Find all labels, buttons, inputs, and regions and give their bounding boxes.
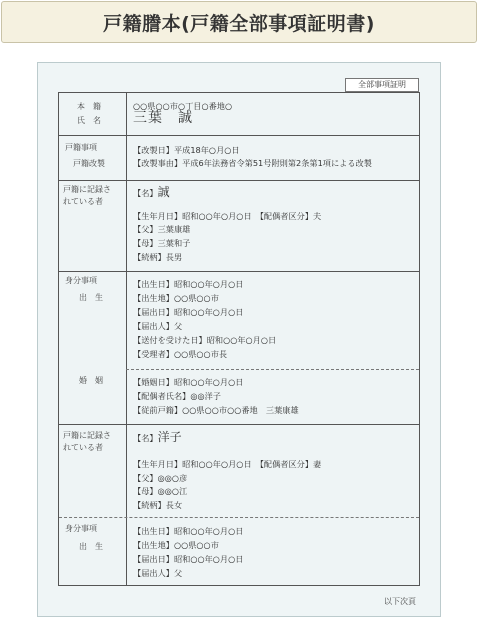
koseki-kaisei-label: 戸籍改製 bbox=[73, 159, 105, 168]
page-title: 戸籍謄本(戸籍全部事項証明書) bbox=[103, 12, 375, 35]
row-divider bbox=[59, 271, 419, 272]
person1-mother: 【母】三葉和子 bbox=[133, 238, 191, 248]
person1-birth: 【生年月日】昭和○○年○月○日 【配偶者区分】夫 bbox=[133, 211, 322, 221]
person2-birth: 【生年月日】昭和○○年○月○日 【配偶者区分】妻 bbox=[133, 459, 322, 469]
person2-father: 【父】◎◎○彦 bbox=[133, 473, 188, 483]
recorded-person-label: 戸籍に記録さ bbox=[63, 185, 111, 194]
person1-father: 【父】三葉康雄 bbox=[133, 224, 191, 234]
person1-birth-line: 【出生日】昭和○○年○月○日 bbox=[133, 279, 244, 289]
person1-birth-line: 【送付を受けた日】昭和○○年○月○日 bbox=[133, 335, 277, 345]
recorded-person-label-2: れている者 bbox=[63, 443, 103, 452]
dashed-divider bbox=[59, 517, 419, 518]
konin-label: 婚 姻 bbox=[79, 376, 103, 385]
register-table bbox=[58, 92, 420, 586]
mibun-jiko-label: 身分事項 bbox=[65, 276, 97, 285]
person1-birth-line: 【出生地】○○県○○市 bbox=[133, 293, 219, 303]
mibun-jiko-label: 身分事項 bbox=[65, 524, 97, 533]
person1-birth-line: 【受理者】○○県○○市長 bbox=[133, 349, 228, 359]
person2-mother: 【母】◎◎○江 bbox=[133, 486, 188, 496]
row-divider bbox=[59, 180, 419, 181]
person2-birth-line: 【届出人】父 bbox=[133, 568, 183, 578]
continued-next-page: 以下次頁 bbox=[384, 597, 416, 606]
koseki-jiko-label: 戸籍事項 bbox=[65, 143, 97, 152]
recorded-person-label: 戸籍に記録さ bbox=[63, 431, 111, 440]
person2-relation: 【続柄】長女 bbox=[133, 500, 183, 510]
column-divider bbox=[126, 93, 127, 585]
marriage-line: 【配偶者氏名】◎◎洋子 bbox=[133, 391, 221, 401]
certificate-type-stamp: 全部事項証明 bbox=[345, 78, 419, 92]
recorded-person-label-2: れている者 bbox=[63, 197, 103, 206]
shussei-label: 出 生 bbox=[79, 293, 103, 302]
honseki-value: ○○県○○市○丁目○番地○ bbox=[133, 101, 233, 111]
person1-name: 誠 bbox=[157, 185, 170, 199]
person1-relation: 【続柄】長男 bbox=[133, 252, 183, 262]
person2-birth-line: 【出生日】昭和○○年○月○日 bbox=[133, 526, 244, 536]
marriage-line: 【婚姻日】昭和○○年○月○日 bbox=[133, 377, 244, 387]
person2-name: 洋子 bbox=[157, 430, 182, 444]
kaisei-reason: 【改製事由】平成6年法務省令第51号附則第2条第1項による改製 bbox=[133, 158, 372, 168]
kaisei-date: 【改製日】平成18年○月○日 bbox=[133, 145, 240, 155]
marriage-line: 【従前戸籍】○○県○○市○○番地 三葉康雄 bbox=[133, 405, 299, 415]
row-divider bbox=[59, 424, 419, 425]
honseki-label: 本 籍 bbox=[77, 102, 101, 111]
shimei-value: 三葉 誠 bbox=[133, 110, 193, 126]
person1-birth-line: 【届出人】父 bbox=[133, 321, 183, 331]
title-banner bbox=[1, 1, 477, 43]
person2-birth-line: 【届出日】昭和○○年○月○日 bbox=[133, 554, 244, 564]
shussei-label: 出 生 bbox=[79, 542, 103, 551]
person2-birth-line: 【出生地】○○県○○市 bbox=[133, 540, 219, 550]
row-divider bbox=[59, 135, 419, 136]
dashed-divider bbox=[126, 369, 419, 370]
name-tag: 【名】 bbox=[133, 188, 158, 198]
shimei-label: 氏 名 bbox=[77, 116, 101, 125]
name-tag: 【名】 bbox=[133, 433, 158, 443]
person1-birth-line: 【届出日】昭和○○年○月○日 bbox=[133, 307, 244, 317]
